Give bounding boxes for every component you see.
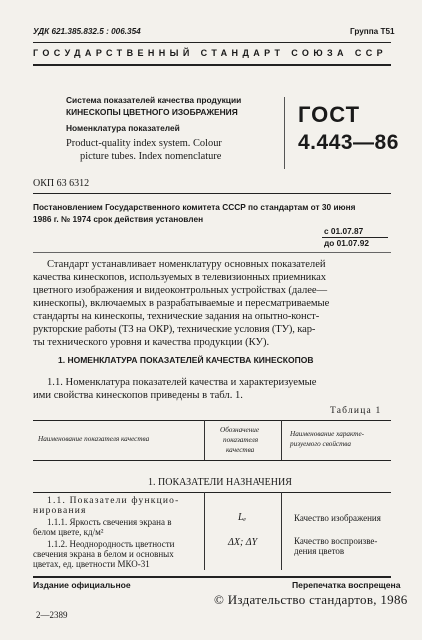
table-caption: Таблица 1: [330, 406, 382, 416]
table-section-row: 1. ПОКАЗАТЕЛИ НАЗНАЧЕНИЯ: [148, 477, 292, 488]
table-row-name-line: белом цвете, кд/м²: [33, 527, 104, 537]
col2-header-line: качества: [226, 446, 255, 454]
intro-line: кинескопы), включаемых в разрабатываемые и пересматриваемые: [33, 298, 330, 309]
title-en-line1: Product-quality index system. Colour: [66, 138, 222, 149]
group-code: Группа Т51: [350, 27, 395, 36]
table-row-property: Качество изображения: [294, 513, 381, 523]
decree-rule: [33, 252, 391, 253]
footer-official-edition: Издание официальное: [33, 580, 131, 590]
standard-banner: ГОСУДАРСТВЕННЫЙ СТАНДАРТ СОЮЗА ССР: [33, 48, 388, 58]
intro-line: стандарты на кинескопы, технические задания на опытно-конст-: [33, 311, 320, 322]
table-row-name-line: 1.1.2. Неоднородность цветности: [47, 539, 175, 549]
decree-line1: Постановлением Государственного комитета СССР по стандартам от 30 июня: [33, 202, 356, 212]
col3-header-line: ризуемого свойства: [290, 440, 351, 448]
table-rule-top: [33, 420, 391, 421]
intro-line: Стандарт устанавливает номенклатуру основных показателей: [47, 259, 326, 270]
table-col-divider: [281, 420, 282, 460]
footer-rule: [33, 576, 391, 578]
table-row-property-line: Качество воспроизве-: [294, 536, 378, 546]
intro-line: рукторские работы (ТЗ на ОКР), технические условия (ТУ), кар-: [33, 324, 316, 335]
title-ru-line2: КИНЕСКОПЫ ЦВЕТНОГО ИЗОБРАЖЕНИЯ: [66, 107, 238, 117]
table-rule-header: [33, 460, 391, 461]
col2-header-line: Обозначение: [220, 426, 260, 434]
gost-number: 4.443—86: [298, 131, 399, 154]
gost-label: ГОСТ: [298, 102, 361, 127]
table-rule-section: [33, 492, 391, 493]
table-col-divider: [204, 492, 205, 570]
decree-from-date: с 01.07.87: [324, 226, 364, 236]
col3-header-line: Наименование характе-: [290, 430, 365, 438]
col2-header-line: показателя: [223, 436, 259, 444]
udk-code: УДК 621.385.832.5 : 006.354: [33, 27, 141, 36]
table-col-divider: [281, 492, 282, 570]
title-en-line2: picture tubes. Index nomenclature: [80, 151, 222, 162]
section-heading: 1. НОМЕНКЛАТУРА ПОКАЗАТЕЛЕЙ КАЧЕСТВА КИНЕСКОПОВ: [58, 355, 314, 365]
title-divider: [284, 97, 285, 169]
table-row-symbol: ΔX; ΔY: [228, 537, 258, 548]
intro-line: качества кинескопов, используемых в телевизионных приемниках: [33, 272, 326, 283]
header-rule-top: [33, 42, 391, 43]
okp-rule: [33, 193, 391, 194]
header-rule-bottom: [33, 64, 391, 66]
table-group-row-line: 1.1. Показатели функцио-: [47, 496, 180, 506]
okp-code: ОКП 63 6312: [33, 178, 90, 189]
footer-reprint-forbidden: Перепечатка воспрещена: [292, 580, 401, 590]
decree-to-date: до 01.07.92: [324, 238, 369, 248]
table-row-name-line: свечения экрана в белом и основных: [33, 549, 174, 559]
title-ru-line1: Система показателей качества продукции: [66, 95, 242, 105]
section-para-line: 1.1. Номенклатура показателей качества и характеризуемые: [47, 377, 317, 388]
table-row-property-line: дения цветов: [294, 546, 345, 556]
intro-line: цветного изображения и видеоконтрольных устройствах (далее—: [33, 285, 328, 296]
decree-line2: 1986 г. № 1974 срок действия установлен: [33, 214, 204, 224]
table-col-divider: [204, 420, 205, 460]
table-row-symbol: Lₑ: [238, 512, 247, 523]
title-ru-line3: Номенклатура показателей: [66, 123, 180, 133]
footer-copyright: © Издательство стандартов, 1986: [214, 592, 408, 607]
table-group-row-line: нирования: [33, 506, 87, 516]
table-row-name-line: 1.1.1. Яркость свечения экрана в: [47, 517, 172, 527]
table-row-name-line: цветах, ед. цветности МКО-31: [33, 559, 150, 569]
footer-print-code: 2—2389: [36, 610, 68, 620]
section-para-line: ими свойства кинескопов приведены в табл. 1.: [33, 390, 243, 401]
intro-line: ты технического уровня и качества продукции (КУ).: [33, 337, 270, 348]
col1-header: Наименование показателя качества: [38, 435, 150, 443]
